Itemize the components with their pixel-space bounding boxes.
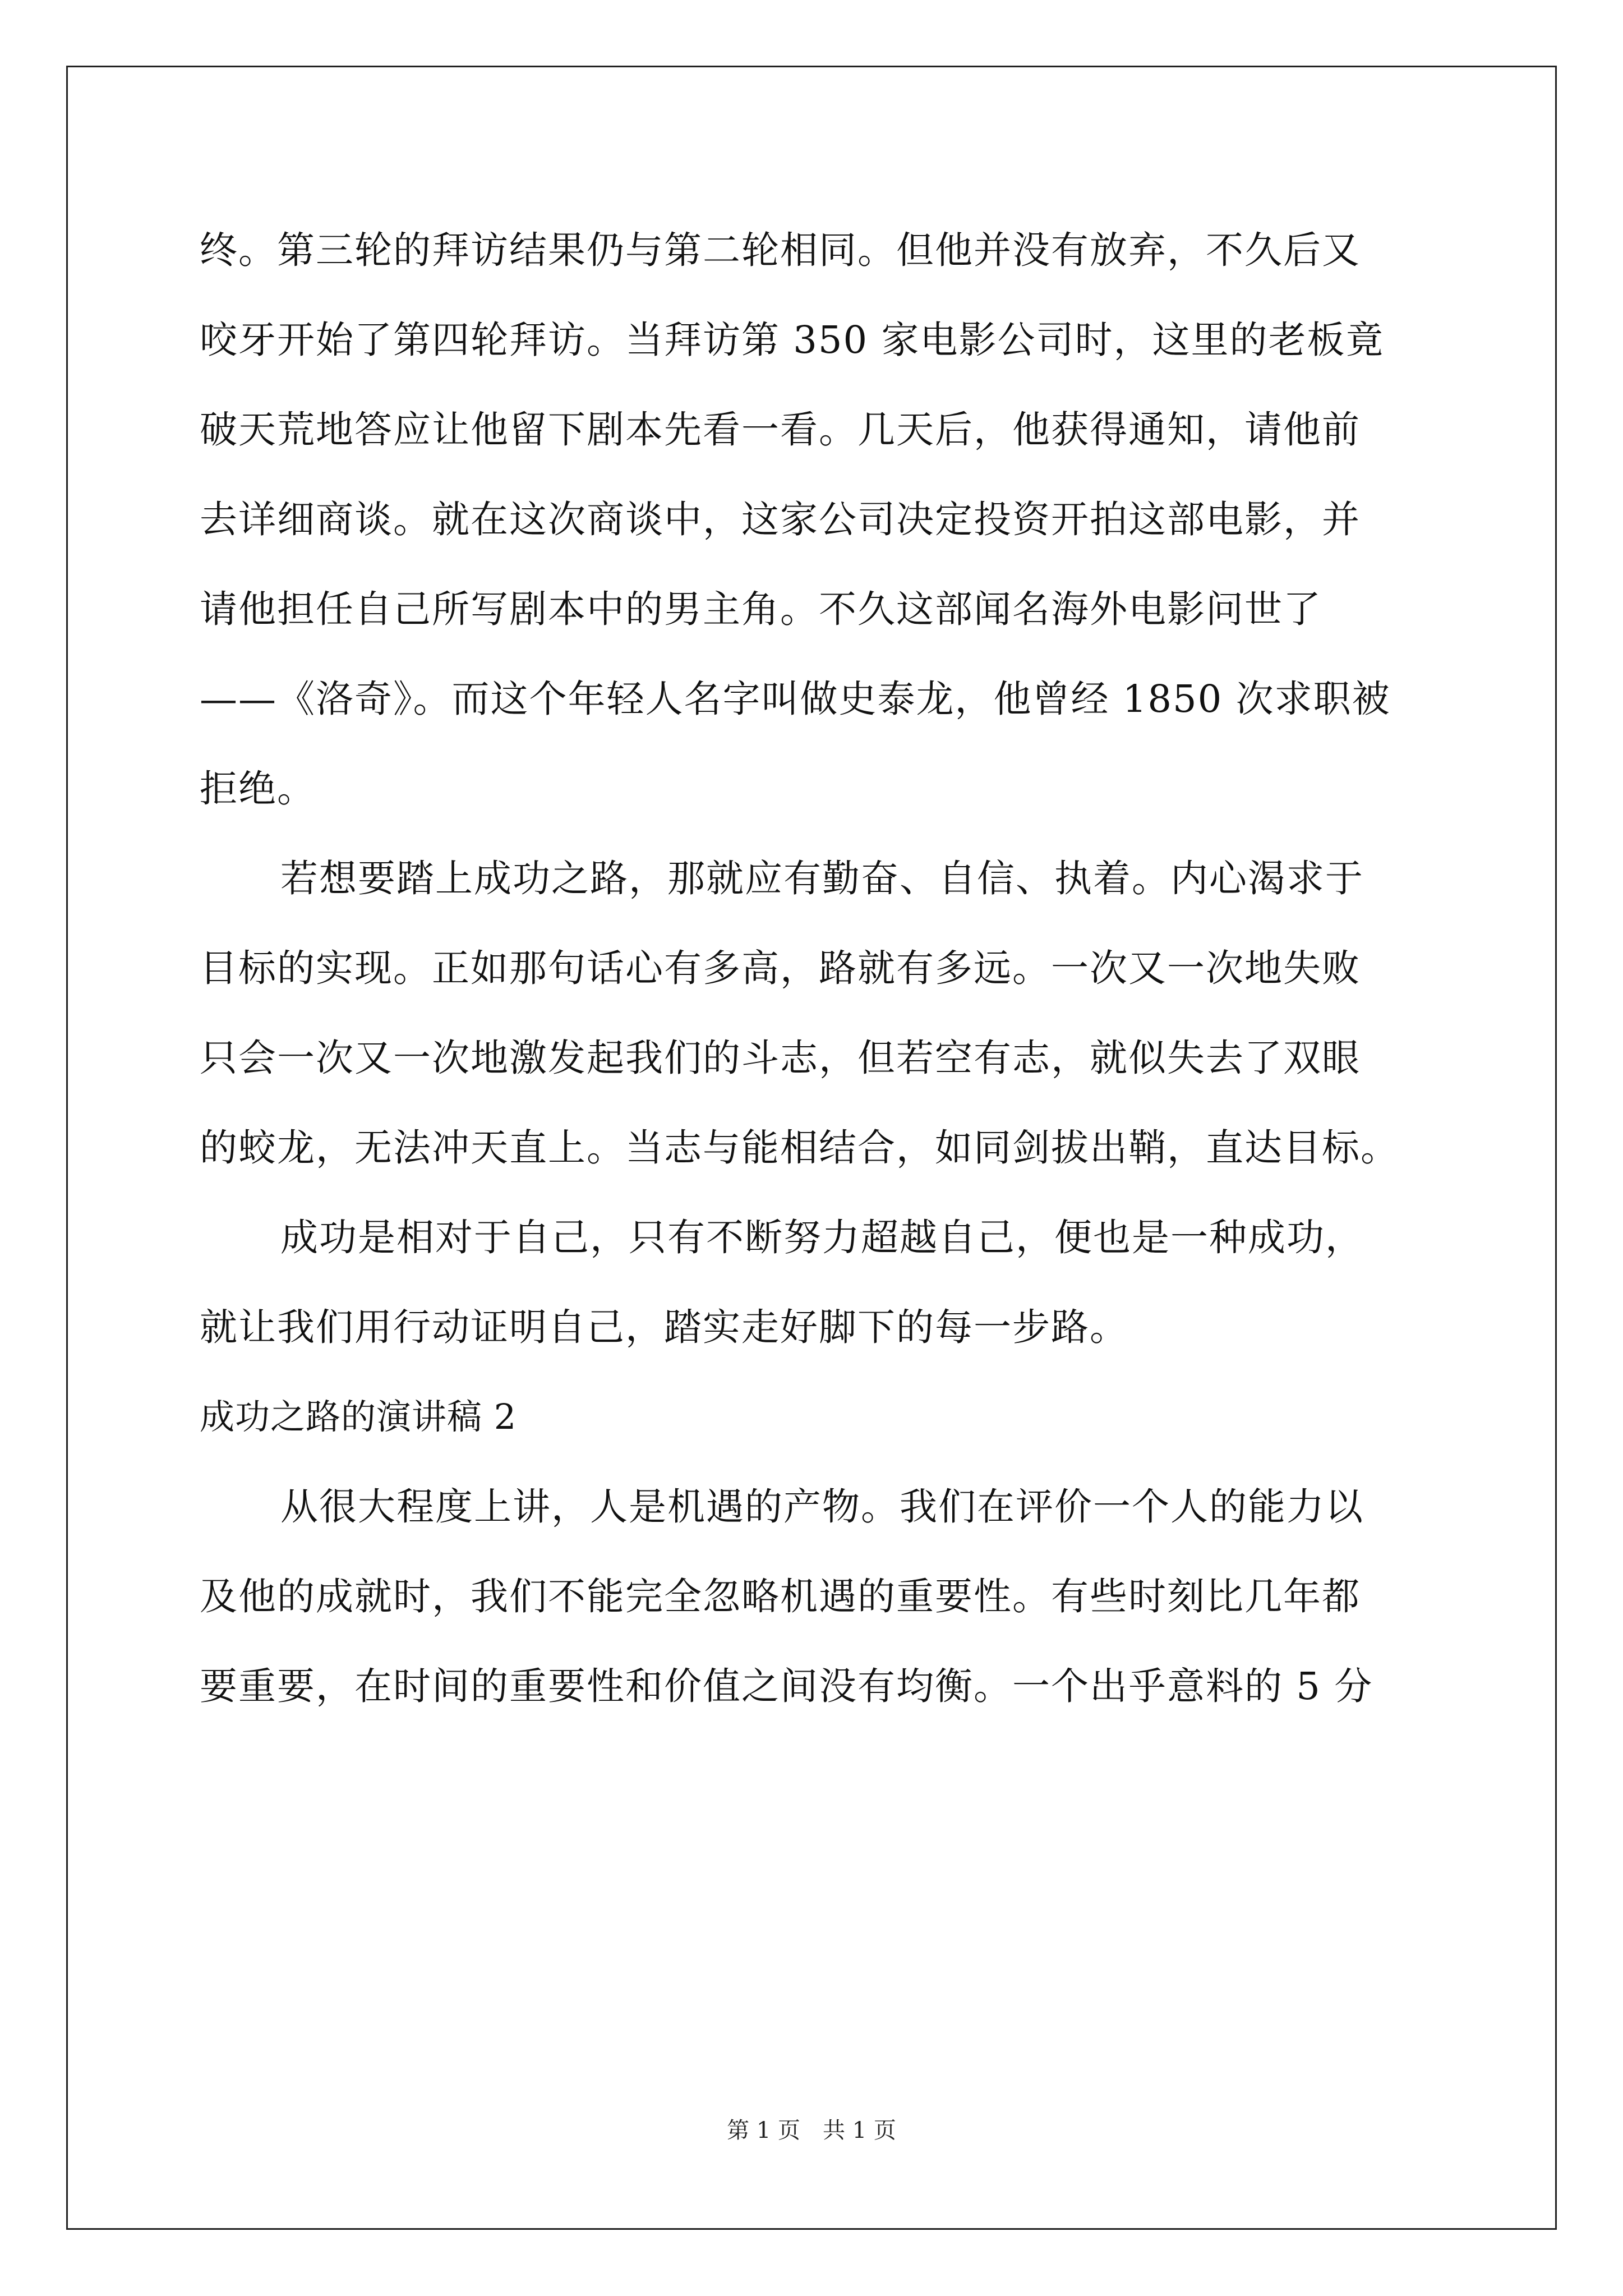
paragraph-4-line-3: 要重要，在时间的重要性和价值之间没有均衡。一个出乎意料的 5 分 xyxy=(200,1664,1373,1708)
paragraph-1-line-6: ——《洛奇》。而这个年轻人名字叫做史泰龙，他曾经 1850 次求职被 xyxy=(200,677,1391,721)
paragraph-2-line-3: 只会一次又一次地激发起我们的斗志，但若空有志，就似失去了双眼 xyxy=(200,1036,1361,1080)
paragraph-1-line-4: 去详细商谈。就在这次商谈中，这家公司决定投资开拍这部电影，并 xyxy=(200,498,1361,541)
paragraph-2-line-2: 目标的实现。正如那句话心有多高，路就有多远。一次又一次地失败 xyxy=(200,946,1361,990)
paragraph-1-line-3: 破天荒地答应让他留下剧本先看一看。几天后，他获得通知，请他前 xyxy=(200,408,1361,452)
paragraph-1-line-2: 咬牙开始了第四轮拜访。当拜访第 350 家电影公司时，这里的老板竟 xyxy=(200,318,1385,362)
paragraph-1-line-5: 请他担任自己所写剧本中的男主角。不久这部闻名海外电影问世了 xyxy=(200,587,1322,631)
paragraph-4-line-1: 从很大程度上讲，人是机遇的产物。我们在评价一个人的能力以 xyxy=(280,1485,1364,1529)
paragraph-2-line-1: 若想要踏上成功之路，那就应有勤奋、自信、执着。内心渴求于 xyxy=(280,857,1364,900)
paragraph-1-line-7: 拒绝。 xyxy=(200,767,316,811)
page-number-footer: 第 1 页 共 1 页 xyxy=(727,2118,896,2143)
paragraph-3-line-1: 成功是相对于自己，只有不断努力超越自己，便也是一种成功， xyxy=(280,1216,1364,1259)
section-title: 成功之路的演讲稿 2 xyxy=(200,1396,517,1437)
paragraph-4-line-2: 及他的成就时，我们不能完全忽略机遇的重要性。有些时刻比几年都 xyxy=(200,1575,1361,1618)
paragraph-2-line-4: 的蛟龙，无法冲天直上。当志与能相结合，如同剑拔出鞘，直达目标。 xyxy=(200,1126,1399,1170)
paragraph-1-line-1: 终。第三轮的拜访结果仍与第二轮相同。但他并没有放弃，不久后又 xyxy=(200,228,1361,272)
paragraph-3-line-2: 就让我们用行动证明自己，踏实走好脚下的每一步路。 xyxy=(200,1305,1128,1349)
